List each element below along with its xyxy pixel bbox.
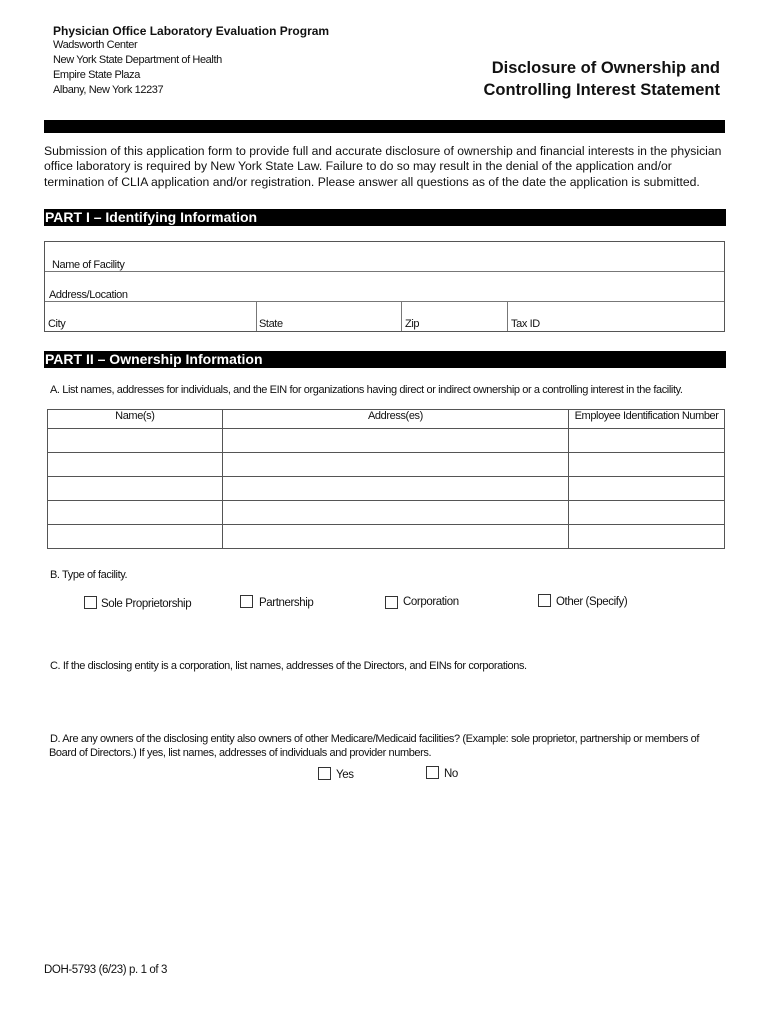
ein-cell[interactable] [569, 525, 725, 549]
address-line: New York State Department of Health [53, 54, 222, 66]
address-cell[interactable] [222, 525, 568, 549]
part1-heading: PART I – Identifying Information [44, 209, 726, 226]
yes-checkbox[interactable] [318, 767, 331, 780]
names-column-header: Name(s) [48, 410, 223, 429]
address-cell[interactable] [222, 429, 568, 453]
zip-field[interactable]: Zip [405, 318, 420, 330]
form-title [483, 57, 720, 101]
sole-proprietorship-label: Sole Proprietorship [101, 598, 192, 610]
form-footer: DOH-5793 (6/23) p. 1 of 3 [44, 964, 167, 976]
other-label: Other (Specify) [556, 596, 628, 608]
no-label: No [444, 768, 458, 780]
question-b: B. Type of facility. [50, 569, 128, 581]
table-row [48, 501, 725, 525]
ein-cell[interactable] [569, 501, 725, 525]
name-cell[interactable] [48, 429, 223, 453]
no-checkbox[interactable] [426, 766, 439, 779]
table-row [48, 525, 725, 549]
addresses-column-header: Address(es) [222, 410, 568, 429]
tax-id-field[interactable]: Tax ID [511, 318, 540, 330]
name-cell[interactable] [48, 453, 223, 477]
identifying-info-box [44, 241, 725, 332]
name-cell[interactable] [48, 477, 223, 501]
ein-cell[interactable] [569, 477, 725, 501]
address-line: Empire State Plaza [53, 69, 140, 81]
corporation-label: Corporation [403, 596, 459, 608]
address-field[interactable]: Address/Location [49, 289, 128, 301]
partnership-checkbox[interactable] [240, 595, 253, 608]
partnership-label: Partnership [259, 597, 314, 609]
address-cell[interactable] [222, 477, 568, 501]
form-title-line1: Disclosure of Ownership and [491, 59, 720, 77]
ein-cell[interactable] [569, 429, 725, 453]
corporation-checkbox[interactable] [385, 596, 398, 609]
city-field[interactable]: City [48, 318, 66, 330]
form-title-line2: Controlling Interest Statement [483, 81, 720, 99]
other-checkbox[interactable] [538, 594, 551, 607]
table-row [48, 453, 725, 477]
question-a: A. List names, addresses for individuals, and the EIN for organizations having direct or indirect ownership or a controlling interest in the facility. [50, 384, 683, 396]
program-name: Physician Office Laboratory Evaluation Program [53, 24, 330, 38]
sole-proprietorship-checkbox[interactable] [84, 596, 97, 609]
name-cell[interactable] [48, 501, 223, 525]
facility-name-field[interactable]: Name of Facility [52, 259, 125, 271]
part2-heading: PART II – Ownership Information [44, 351, 726, 368]
table-header-row [48, 410, 725, 429]
intro-text: Submission of this application form to provide full and accurate disclosure of ownership and financial interests in the physician office laboratory is required by New York State Law. Failure to do so may result in the denial of the application and/or termination of CLIA application and/or registration. Please answer all questions as of the date the application is submitted. [44, 144, 722, 189]
question-d [50, 733, 740, 759]
ein-column-header: Employee Identification Number [569, 410, 725, 429]
question-c: C. If the disclosing entity is a corporation, list names, addresses of the Directors, and EINs for corporations. [50, 660, 527, 672]
question-d-line1: D. Are any owners of the disclosing entity also owners of other Medicare/Medicaid facilities? (Example: sole proprietor, partnership or members of [50, 733, 699, 745]
header-divider-bar [44, 120, 725, 133]
ein-cell[interactable] [569, 453, 725, 477]
address-line: Albany, New York 12237 [53, 84, 164, 96]
yes-label: Yes [336, 769, 354, 781]
address-cell[interactable] [222, 453, 568, 477]
ownership-table [47, 409, 725, 549]
table-row [48, 429, 725, 453]
name-cell[interactable] [48, 525, 223, 549]
table-row [48, 477, 725, 501]
address-cell[interactable] [222, 501, 568, 525]
question-d-line2: Board of Directors.) If yes, list names, addresses of individuals and provider numbers. [49, 747, 432, 759]
state-field[interactable]: State [259, 318, 283, 330]
address-line: Wadsworth Center [53, 39, 138, 51]
